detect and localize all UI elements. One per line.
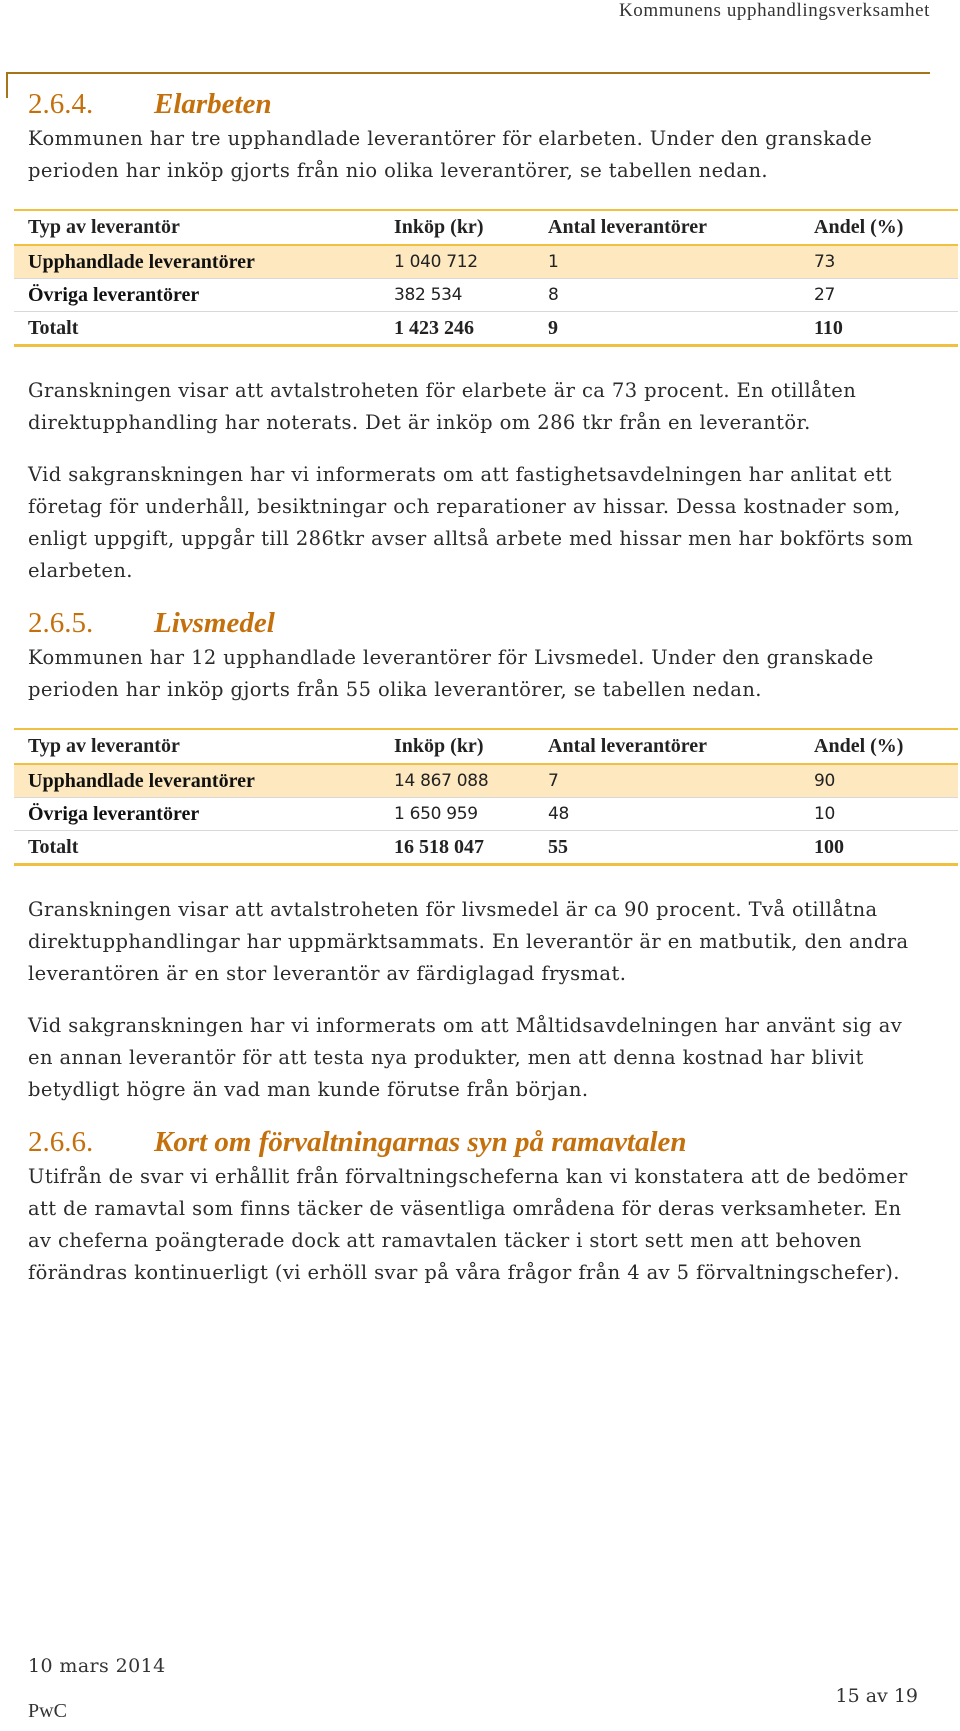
table-cell: 27 [800,279,958,312]
table-row [14,764,958,798]
table-cell: 73 [800,245,958,279]
table-cell: 48 [534,798,800,831]
table-cell: 382 534 [380,279,534,312]
table-row [14,245,958,279]
table-header-row [14,210,958,245]
footer-organization: PwC [28,1700,67,1722]
section-number: 2.6.4. [28,88,94,120]
table-cell: 1 040 712 [380,245,534,279]
table-total-row [14,312,958,346]
row-label: Övriga leverantörer [14,798,380,831]
row-label: Totalt [14,312,380,346]
section-title: Kort om förvaltningarnas syn på ramavtalen [154,1126,687,1158]
table-total-row [14,831,958,865]
paragraph: Kommunen har tre upphandlade leverantörer för elarbeten. Under den granskade perioden har inköp gjorts från nio olika leverantörer, se tabellen nedan. [28,127,873,182]
supplier-table-livsmedel [14,728,958,866]
row-label: Totalt [14,831,380,865]
paragraph: Utifrån de svar vi erhållit från förvaltningscheferna kan vi konstatera att de bedömer att de ramavtal som finns täcker de väsentliga områdena för deras verksamheter. En av cheferna poängterade dock att ramavtalen täcker i stort sett men att behoven förändras kontinuerligt (vi erhöll svar på våra frågor från 4 av 5 förvaltningschefer). [28,1165,908,1284]
section-heading-elarbeten [28,88,930,121]
table-row [14,798,958,831]
table-header-row [14,729,958,764]
section-title: Elarbeten [154,88,272,120]
column-header: Antal leverantörer [534,210,800,245]
section-heading-livsmedel [28,607,930,640]
column-header: Inköp (kr) [380,729,534,764]
row-label: Upphandlade leverantörer [14,245,380,279]
section-title: Livsmedel [154,607,275,639]
column-header: Inköp (kr) [380,210,534,245]
supplier-table-elarbeten [14,209,958,347]
paragraph: Granskningen visar att avtalstroheten för livsmedel är ca 90 procent. Två otillåtna direktupphandlingar har uppmärktsammats. En leverantör är en matbutik, den andra leverantören är en stor leverantör av färdiglagad frysmat. [28,898,909,985]
table-cell: 9 [534,312,800,346]
column-header: Andel (%) [800,729,958,764]
table-cell: 100 [800,831,958,865]
section-heading-ramavtal [28,1126,930,1159]
section-number: 2.6.5. [28,607,94,639]
table-cell: 7 [534,764,800,798]
running-header: Kommunens upphandlingsverksamhet [618,0,930,21]
paragraph: Vid sakgranskningen har vi informerats om att fastighetsavdelningen har anlitat ett företag för underhåll, besiktningar och reparationer av hissar. Dessa kostnader som, enligt uppgift, uppgår till 286tkr avser alltså arbete med hissar men har bokförts som elarbeten. [28,463,914,582]
row-label: Upphandlade leverantörer [14,764,380,798]
page-number: 15 av 19 [835,1685,918,1707]
column-header: Typ av leverantör [14,729,380,764]
paragraph: Granskningen visar att avtalstroheten för elarbete är ca 73 procent. En otillåten direktupphandling har noterats. Det är inköp om 286 tkr från en leverantör. [28,379,857,434]
header-rule [6,72,930,74]
main-content [28,88,930,1289]
column-header: Antal leverantörer [534,729,800,764]
section-number: 2.6.6. [28,1126,94,1158]
paragraph: Vid sakgranskningen har vi informerats om att Måltidsavdelningen har använt sig av en annan leverantör för att testa nya produkter, men att denna kostnad har blivit betydligt högre än vad man kunde förutse från början. [28,1014,903,1101]
table-cell: 1 650 959 [380,798,534,831]
table-cell: 90 [800,764,958,798]
table-cell: 16 518 047 [380,831,534,865]
row-label: Övriga leverantörer [14,279,380,312]
table-cell: 110 [800,312,958,346]
paragraph: Kommunen har 12 upphandlade leverantörer för Livsmedel. Under den granskade perioden har inköp gjorts från 55 olika leverantörer, se tabellen nedan. [28,646,874,701]
column-header: Typ av leverantör [14,210,380,245]
table-cell: 14 867 088 [380,764,534,798]
header-rule-corner [6,72,8,98]
table-cell: 1 [534,245,800,279]
table-cell: 10 [800,798,958,831]
footer-date: 10 mars 2014 [28,1655,166,1677]
table-cell: 1 423 246 [380,312,534,346]
table-cell: 8 [534,279,800,312]
column-header: Andel (%) [800,210,958,245]
table-cell: 55 [534,831,800,865]
table-row [14,279,958,312]
